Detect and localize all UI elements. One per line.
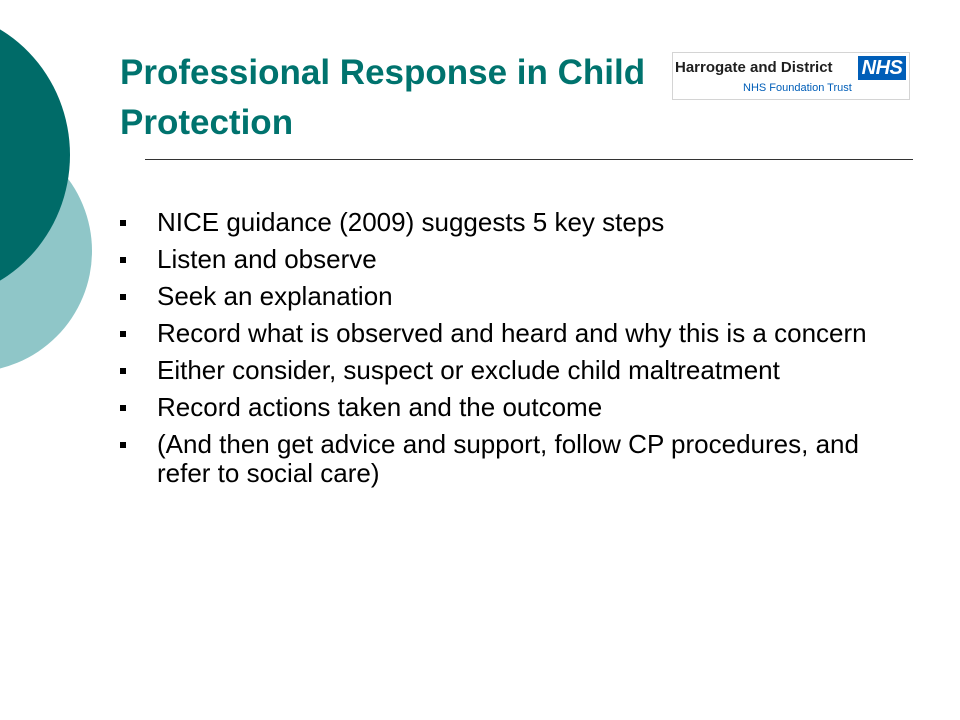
bullet-list xyxy=(118,208,898,496)
logo-organisation-name: Harrogate and District xyxy=(675,59,833,76)
square-bullet-icon xyxy=(120,442,126,448)
bullet-item xyxy=(118,430,898,488)
nhs-badge: NHS xyxy=(858,56,906,80)
slide-title: Professional Response in Child Protection xyxy=(120,53,646,142)
square-bullet-icon xyxy=(120,331,126,337)
square-bullet-icon xyxy=(120,294,126,300)
bullet-text: NICE guidance (2009) suggests 5 key steps xyxy=(157,207,665,237)
square-bullet-icon xyxy=(120,257,126,263)
bullet-text: Record what is observed and heard and why this is a concern xyxy=(157,318,867,348)
bullet-item xyxy=(118,208,898,237)
bullet-text: Either consider, suspect or exclude child maltreatment xyxy=(157,355,780,385)
bullet-item xyxy=(118,282,898,311)
square-bullet-icon xyxy=(120,368,126,374)
title-divider xyxy=(145,159,913,160)
bullet-item xyxy=(118,319,898,348)
bullet-text: Listen and observe xyxy=(157,244,377,274)
bullet-item xyxy=(118,393,898,422)
bullet-item xyxy=(118,245,898,274)
logo-trust-name: NHS Foundation Trust xyxy=(743,82,852,94)
nhs-trust-logo xyxy=(672,52,910,100)
bullet-text: (And then get advice and support, follow CP procedures, and refer to social care) xyxy=(157,429,859,488)
square-bullet-icon xyxy=(120,220,126,226)
bullet-text: Record actions taken and the outcome xyxy=(157,392,603,422)
bullet-item xyxy=(118,356,898,385)
square-bullet-icon xyxy=(120,405,126,411)
bullet-text: Seek an explanation xyxy=(157,281,393,311)
